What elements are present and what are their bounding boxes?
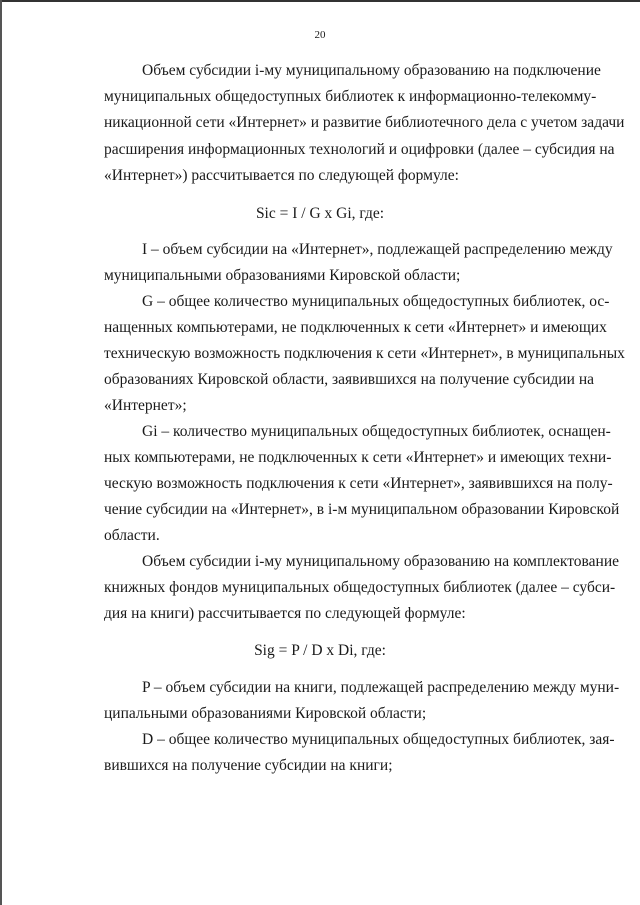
text-line: дия на книги) рассчитывается по следующей формуле: (104, 605, 466, 622)
text-line: нащенных компьютерами, не подключенных к сети «Интернет» и имеющих (104, 319, 607, 336)
text-line: «Интернет»; (104, 397, 187, 414)
text-line: I – объем субсидии на «Интернет», подлежащей распределению между (142, 241, 613, 258)
text-line: никационной сети «Интернет» и развитие библиотечного дела с учетом задачи (104, 114, 625, 131)
text-line: Объем субсидии i-му муниципальному образованию на подключение (142, 62, 601, 79)
text-line: книжных фондов муниципальных общедоступных библиотек (далее – субси- (104, 579, 616, 596)
page-number: 20 (314, 29, 326, 41)
text-line: области. (104, 527, 160, 544)
text-line: «Интернет») рассчитывается по следующей формуле: (104, 167, 459, 184)
text-line: ципальными образованиями Кировской области; (104, 705, 427, 722)
formula-sic: Sic = I / G x Gi, где: (255, 205, 385, 222)
formula-sig: Sig = P / D x Di, где: (254, 642, 386, 659)
text-line: расширения информационных технологий и оцифровки (далее – субсидия на (104, 141, 615, 158)
text-line: P – объем субсидии на книги, подлежащей распределению между муни- (142, 679, 620, 696)
text-line: муниципальными образованиями Кировской области; (104, 267, 461, 284)
text-line: Gi – количество муниципальных общедоступных библиотек, оснащен- (142, 423, 611, 440)
text-line: образованиях Кировской области, заявившихся на получение субсидии на (104, 371, 594, 388)
text-line: ческую возможность подключения к сети «Интернет», заявившихся на полу- (104, 475, 613, 492)
text-line: Объем субсидии i-му муниципальному образованию на комплектование (142, 553, 620, 570)
text-line: ных компьютерами, не подключенных к сети «Интернет» и имеющих техни- (104, 449, 612, 466)
text-line: вившихся на получение субсидии на книги; (104, 757, 393, 774)
text-line: G – общее количество муниципальных общедоступных библиотек, ос- (142, 293, 610, 310)
text-line: чение субсидии на «Интернет», в i-м муниципальном образовании Кировской (104, 501, 620, 518)
text-line: муниципальных общедоступных библиотек к информационно-телекомму- (104, 88, 597, 105)
text-line: D – общее количество муниципальных общедоступных библиотек, зая- (142, 731, 615, 748)
text-line: техническую возможность подключения к сети «Интернет», в муниципальных (104, 345, 625, 362)
